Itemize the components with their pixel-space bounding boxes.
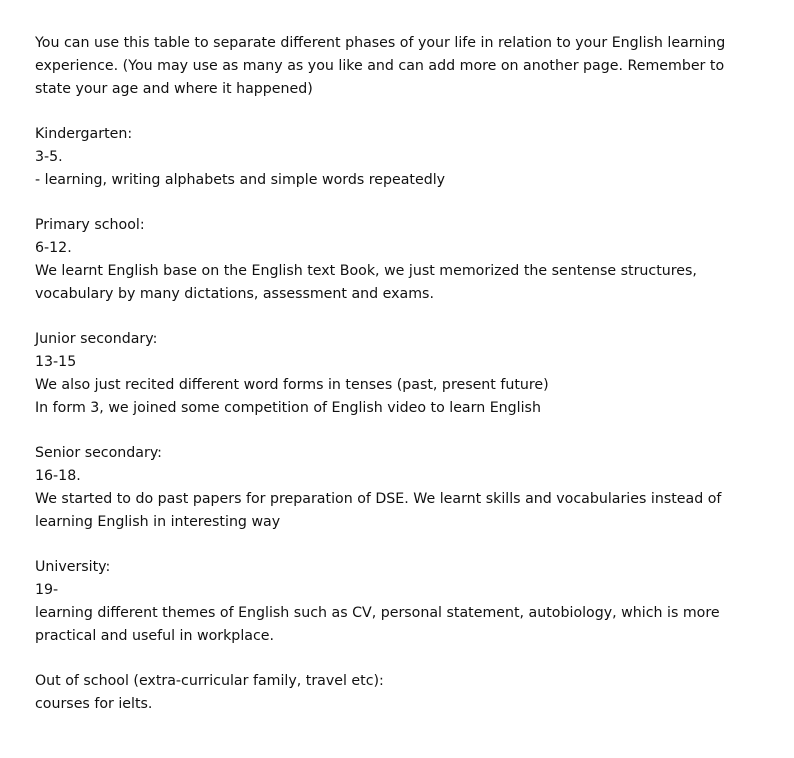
section-text: In form 3, we joined some competition of English video to learn English — [35, 399, 541, 416]
section-heading: Junior secondary: — [35, 331, 158, 348]
document-body — [35, 32, 775, 716]
section-junior-secondary — [35, 328, 775, 419]
section-heading: Kindergarten: — [35, 126, 133, 143]
instructions-line: state your age and where it happened) — [35, 80, 313, 97]
section-age: 6-12. — [35, 240, 72, 257]
section-text: courses for ielts. — [35, 696, 153, 713]
section-text: vocabulary by many dictations, assessment and exams. — [35, 285, 434, 302]
section-kindergarten — [35, 123, 775, 191]
section-age: 16-18. — [35, 468, 81, 485]
section-text: We started to do past papers for preparation of DSE. We learnt skills and vocabularies instead of — [35, 490, 722, 507]
section-text: We also just recited different word forms in tenses (past, present future) — [35, 376, 549, 393]
blank-line — [35, 648, 775, 671]
blank-line — [35, 534, 775, 557]
section-text: - learning, writing alphabets and simple words repeatedly — [35, 171, 446, 188]
section-out-of-school — [35, 670, 775, 716]
section-text: learning English in interesting way — [35, 513, 281, 530]
section-age: 19- — [35, 582, 59, 599]
section-heading: Out of school (extra-curricular family, travel etc): — [35, 673, 384, 690]
blank-line — [35, 420, 775, 443]
section-heading: University: — [35, 559, 111, 576]
instructions-line: experience. (You may use as many as you like and can add more on another page. Remember to — [35, 57, 725, 74]
section-university — [35, 556, 775, 647]
section-senior-secondary — [35, 442, 775, 533]
blank-line — [35, 100, 775, 123]
section-text: practical and useful in workplace. — [35, 627, 274, 644]
blank-line — [35, 192, 775, 215]
section-text: We learnt English base on the English text Book, we just memorized the sentense structures, — [35, 262, 697, 279]
instructions-line: You can use this table to separate different phases of your life in relation to your English learning — [35, 35, 726, 51]
section-heading: Senior secondary: — [35, 445, 162, 462]
section-heading: Primary school: — [35, 217, 145, 234]
section-age: 3-5. — [35, 148, 63, 165]
section-text: learning different themes of English such as CV, personal statement, autobiology, which is more — [35, 604, 720, 621]
section-primary-school — [35, 214, 775, 305]
instructions-paragraph — [35, 32, 775, 100]
section-age: 13-15 — [35, 354, 77, 371]
blank-line — [35, 306, 775, 329]
